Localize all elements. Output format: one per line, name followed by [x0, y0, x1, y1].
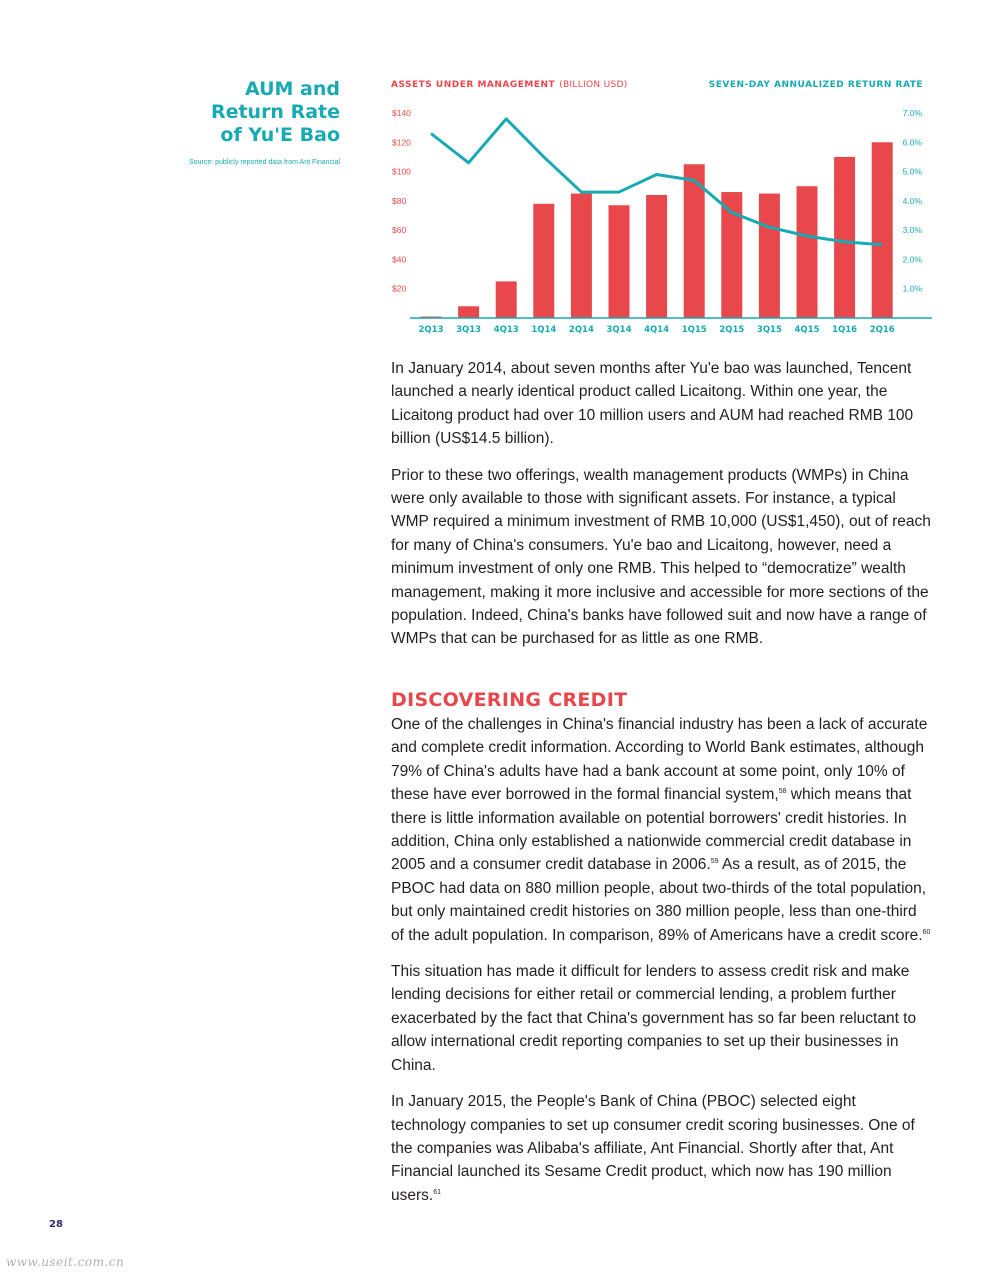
left-axis-tick: $140 — [392, 108, 411, 118]
x-axis-tick: 3Q15 — [756, 325, 782, 335]
bar — [496, 281, 517, 318]
left-axis-tick: $80 — [392, 195, 407, 206]
bar — [834, 157, 855, 318]
bar — [797, 186, 818, 318]
right-axis-tick: 3.0% — [902, 225, 922, 236]
paragraph-text: One of the challenges in China's financial industry has been a lack of accurate and complete credit information. According to World Bank estimates, although 79% of China's adults have had a bank account at some point, only 10% of these have ever borrowed in the formal financial system, — [391, 716, 928, 804]
x-axis-tick: 3Q14 — [606, 325, 632, 335]
paragraph: Prior to these two offerings, wealth management products (WMPs) in China were only available to those with significant assets. For instance, a typical WMP required a minimum investment of RMB 10,000 (US$1,450), out of reach for many of China's consumers. Yu'e bao and Licaitong, however, need a minimum investment of only one RMB. This helped to “democratize” wealth management, making it more inclusive and accessible for more sections of the population. Indeed, China's banks have followed suit and now have a range of WMPs that can be purchased for as little as one RMB. — [391, 466, 931, 648]
x-axis-tick: 1Q14 — [531, 325, 557, 335]
left-axis-tick: $100 — [392, 166, 411, 177]
right-axis-header: SEVEN-DAY ANNUALIZED RETURN RATE — [708, 80, 923, 90]
left-axis-tick: $60 — [392, 225, 407, 236]
aum-return-chart — [388, 108, 933, 338]
bar — [646, 195, 667, 318]
paragraph — [391, 713, 931, 947]
paragraph-text: which means that there is little information available on potential borrowers' credit histories. In addition, China only established a nationwide commercial credit database in 2005 and a consumer credit database in 2006. — [391, 786, 912, 874]
chart-title-line: of Yu'E Bao — [220, 124, 340, 146]
paragraph — [391, 1090, 931, 1207]
left-axis-tick: $120 — [392, 137, 411, 148]
x-axis-tick: 2Q13 — [418, 325, 444, 335]
x-axis-tick: 4Q15 — [794, 325, 820, 335]
footnote-ref: 60 — [922, 928, 931, 936]
paragraph: In January 2014, about seven months after Yu'e bao was launched, Tencent launched a nearly identical product called Licaitong. Within one year, the Licaitong product had over 10 million users and AUM had reached RMB 100 billion (US$14.5 billion). — [391, 360, 914, 448]
bar — [533, 204, 554, 318]
x-axis-tick: 4Q13 — [493, 325, 519, 335]
x-axis-tick: 1Q16 — [832, 325, 858, 335]
x-axis-tick: 2Q16 — [869, 325, 895, 335]
bar — [872, 142, 893, 318]
x-axis-tick: 1Q15 — [681, 325, 707, 335]
paragraph-text: As a result, as of 2015, the PBOC had data on 880 million people, about two-thirds of the total population, but only maintained credit histories on 380 million people, less than one-third of the adult population. In comparison, 89% of Americans have a credit score. — [391, 856, 927, 944]
chart-title — [211, 78, 340, 147]
chart-title-line: AUM and — [244, 78, 340, 100]
chart-source: Source: publicly reported data from Ant Financial — [189, 159, 340, 166]
footnote-ref: 61 — [433, 1188, 442, 1196]
page-number: 28 — [49, 1219, 63, 1230]
right-axis-tick: 2.0% — [902, 254, 922, 265]
section-body — [391, 713, 931, 1207]
footnote-ref: 58 — [778, 788, 787, 796]
bar — [609, 205, 630, 318]
chart-title-line: Return Rate — [210, 101, 340, 123]
left-axis-tick: $20 — [392, 283, 407, 294]
right-axis-tick: 7.0% — [902, 108, 922, 118]
footnote-ref: 59 — [710, 858, 719, 866]
section-heading: DISCOVERING CREDIT — [391, 689, 628, 711]
right-axis-tick: 1.0% — [902, 283, 922, 294]
bar — [458, 306, 479, 318]
watermark: www.useit.com.cn — [6, 1255, 125, 1269]
right-axis-tick: 4.0% — [902, 195, 922, 206]
paragraph: This situation has made it difficult for lenders to assess credit risk and make lending decisions for either retail or commercial lending, a problem further exacerbated by the fact that China's government has so far been reluctant to allow international credit reporting companies to set up their businesses in China. — [391, 963, 917, 1074]
paragraph-text: In January 2015, the People's Bank of China (PBOC) selected eight technology companies to set up consumer credit scoring businesses. One of the companies was Alibaba's affiliate, Ant Financial. Shortly after that, Ant Financial launched its Sesame Credit product, which now has 190 million users. — [391, 1093, 915, 1204]
right-axis-tick: 6.0% — [902, 137, 922, 148]
bar — [759, 194, 780, 318]
left-axis-label: ASSETS UNDER MANAGEMENT — [391, 80, 556, 90]
left-axis-header — [391, 80, 628, 90]
intro-paragraphs — [391, 357, 931, 651]
x-axis-tick: 3Q13 — [456, 325, 482, 335]
right-axis-tick: 5.0% — [902, 166, 922, 177]
x-axis-tick: 2Q15 — [719, 325, 745, 335]
left-axis-tick: $40 — [392, 254, 407, 265]
x-axis-tick: 2Q14 — [568, 325, 594, 335]
x-axis-tick: 4Q14 — [644, 325, 670, 335]
bar — [571, 194, 592, 318]
left-axis-unit: (BILLION USD) — [559, 80, 628, 90]
